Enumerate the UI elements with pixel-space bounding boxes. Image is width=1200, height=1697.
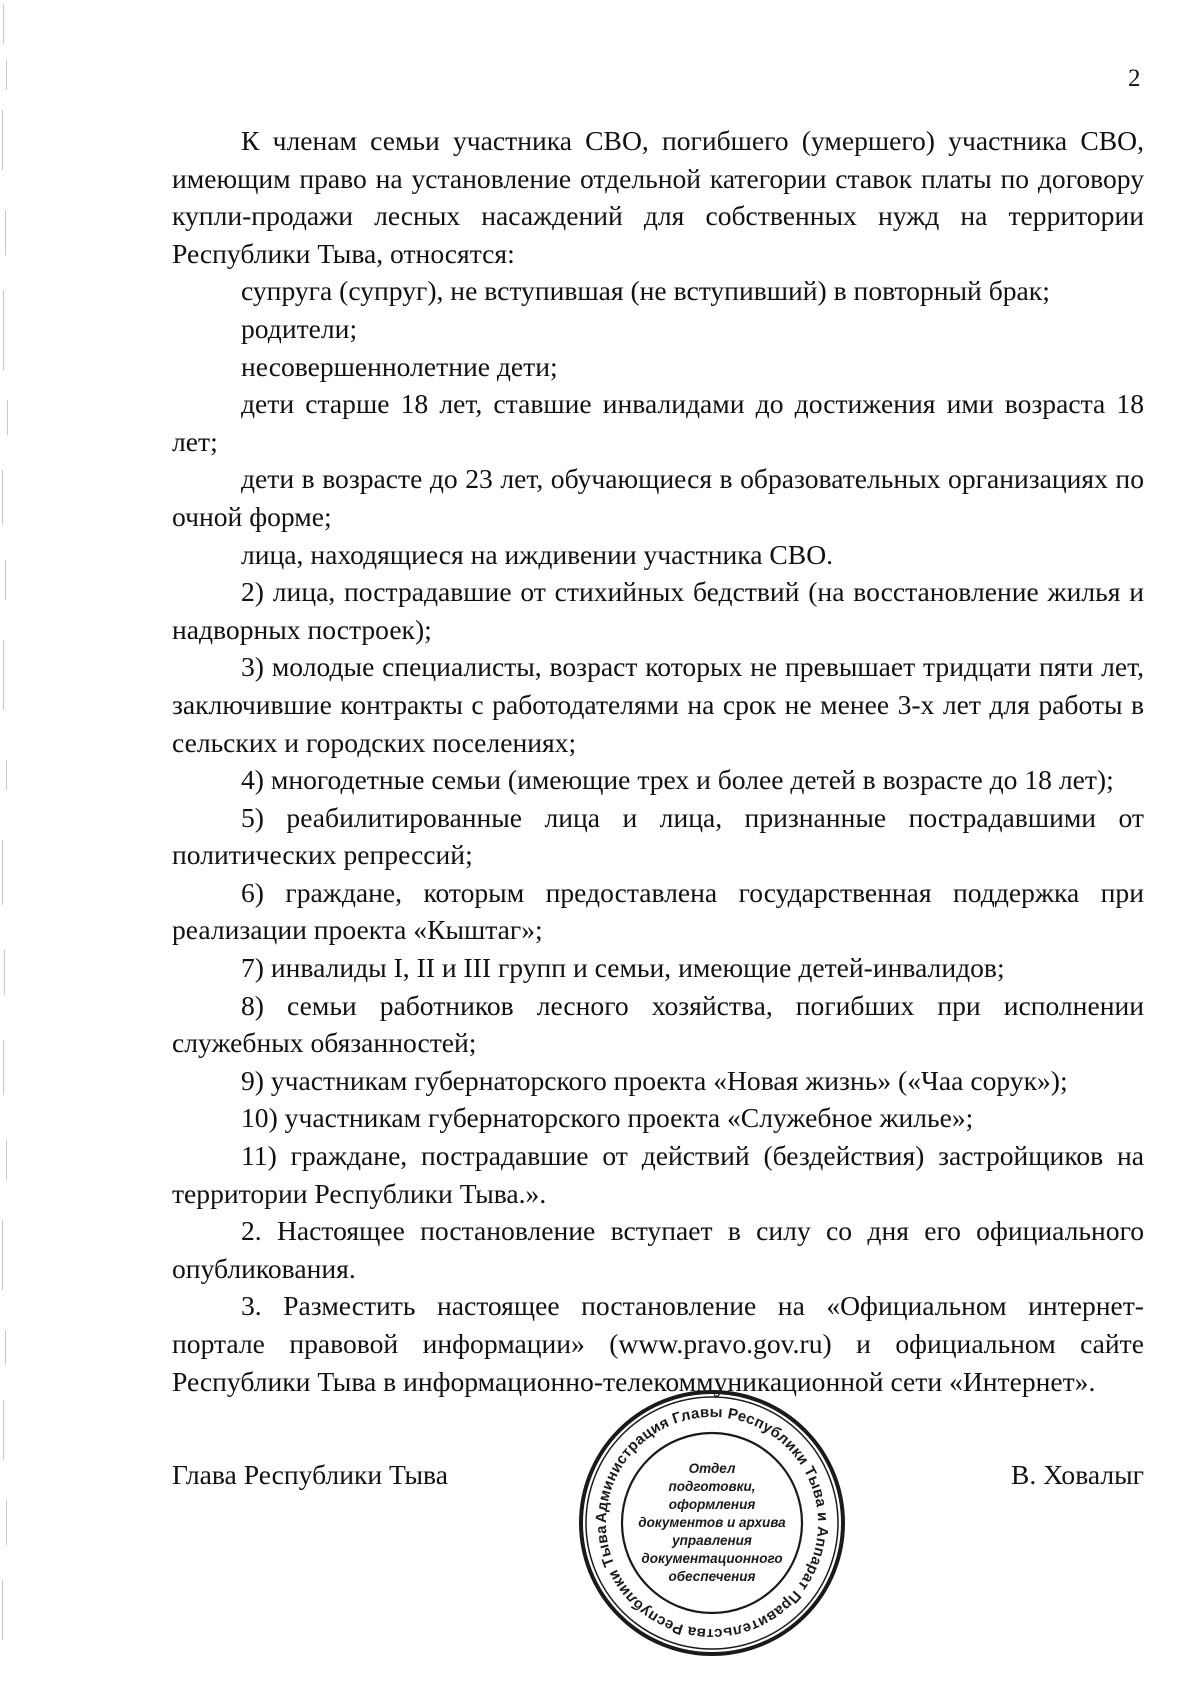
paragraph-student-children: дети в возрасте до 23 лет, обучающиеся в образовательных организациях по очной форме; [172, 463, 1144, 532]
seal-center-line: Отдел [688, 1461, 736, 1476]
paragraph-item-2: 2) лица, пострадавшие от стихийных бедствий (на восстановление жилья и надворных построек); [172, 576, 1144, 645]
paragraph-family-members-intro: К членам семьи участника СВО, погибшего (умершего) участника СВО, имеющим право на установление отдельной категории ставок платы по договору купли-продажи лесных насаждений для собственных нужд на территории Республики Тыва, относятся: [172, 125, 1144, 269]
seal-center-line: обеспечения [668, 1569, 756, 1584]
paragraph-spouse: супруга (супруг), не вступившая (не вступивший) в повторный брак; [241, 275, 1050, 307]
official-seal-stamp [578, 1388, 846, 1658]
seal-ring-text: Администрация Главы Республики Тыва и Аппарат Правительства Республики Тыва [592, 1403, 832, 1643]
document-body [172, 122, 1144, 1400]
paragraph-item-8: 8) семьи работников лесного хозяйства, погибших при исполнении служебных обязанностей; [172, 989, 1144, 1059]
seal-center-line: документационного [641, 1551, 783, 1566]
paragraph-disabled-children: дети старше 18 лет, ставшие инвалидами до достижения ими возраста 18 лет; [172, 388, 1144, 457]
paragraph-dependents: лица, находящиеся на иждивении участника СВО. [241, 538, 834, 570]
seal-center-line: документов и архива [638, 1515, 786, 1530]
paragraph-item-3: 3) молодые специалисты, возраст которых не превышает тридцати пяти лет, заключившие контракты с работодателями на срок не менее 3-х лет для работы в сельских и городских поселениях; [172, 651, 1144, 758]
paragraph-item-11: 11) граждане, пострадавшие от действий (бездействия) застройщиков на территории Республики Тыва.». [172, 1140, 1144, 1209]
page-number: 2 [1128, 65, 1141, 92]
signatory-position: Глава Республики Тыва [172, 1459, 448, 1490]
paragraph-clause-3: 3. Разместить настоящее постановление на «Официальном интернет-портале правовой информации» (www.pravo.gov.ru) и официальном сайте Республики Тыва в информационно-телекоммуникационной сети «Интернет». [172, 1290, 1144, 1397]
seal-center-line: управления [672, 1533, 752, 1548]
seal-center-line: подготовки, [668, 1479, 756, 1494]
paragraph-clause-2: 2. Настоящее постановление вступает в силу со дня его официального опубликования. [172, 1215, 1144, 1284]
signatory-name: В. Ховалыг [1011, 1459, 1144, 1490]
paragraph-minor-children: несовершеннолетние дети; [241, 350, 558, 382]
paragraph-item-6: 6) граждане, которым предоставлена государственная поддержка при реализации проекта «Кыштаг»; [172, 876, 1144, 946]
seal-center-line: оформления [668, 1497, 756, 1512]
paragraph-parents: родители; [241, 312, 358, 344]
paragraph-item-10: 10) участникам губернаторского проекта «Служебное жилье»; [241, 1102, 974, 1134]
paragraph-item-7: 7) инвалиды I, II и III групп и семьи, имеющие детей-инвалидов; [241, 952, 1005, 984]
paragraph-item-9: 9) участникам губернаторского проекта «Новая жизнь» («Чаа сорук»); [241, 1064, 1068, 1096]
paragraph-item-4: 4) многодетные семьи (имеющие трех и более детей в возрасте до 18 лет); [241, 764, 1114, 796]
paragraph-item-5: 5) реабилитированные лица и лица, признанные пострадавшими от политических репрессий; [172, 801, 1144, 871]
scan-edge-artifact [0, 0, 26, 1697]
